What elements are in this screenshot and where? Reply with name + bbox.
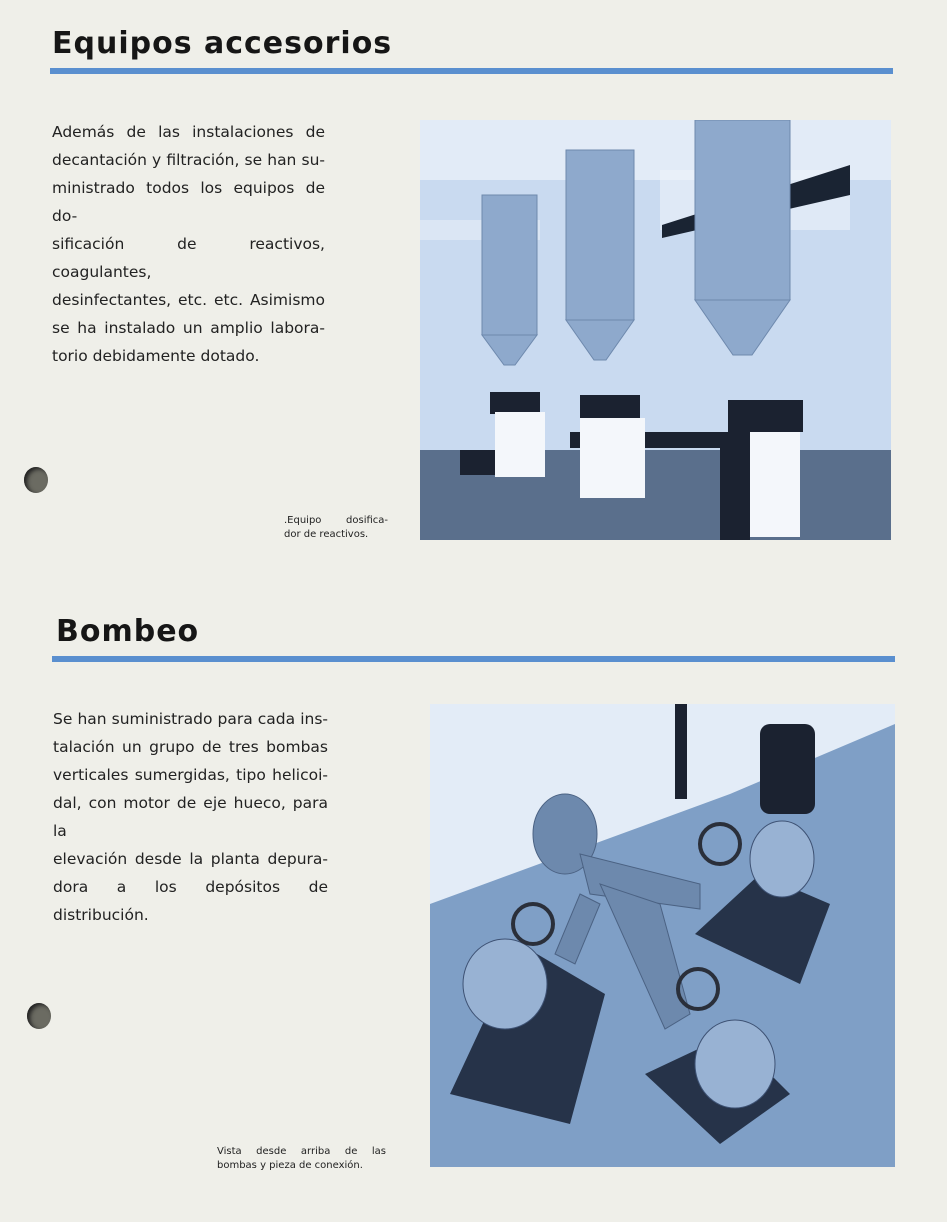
text-line: dora a los depósitos de distribución. [53,878,328,924]
caption-line: bombas y pieza de conexión. [217,1160,363,1171]
paragraph-bombeo [53,705,328,929]
section-divider [50,68,893,74]
caption-line: dor de reactivos. [284,529,369,540]
text-line: decantación y filtración, se han su- [52,151,325,169]
text-line: dal, con motor de eje hueco, para la [53,794,328,840]
section-title-equipos: Equipos accesorios [52,26,393,61]
caption-line: .Equipo dosifica- [284,515,388,526]
text-line: talación un grupo de tres bombas [53,738,328,756]
text-line: elevación desde la planta depura- [53,850,328,868]
text-line: ministrado todos los equipos de do- [52,179,325,225]
text-line: torio debidamente dotado. [52,347,260,365]
binder-hole [24,467,48,493]
section-divider [52,656,895,662]
photo-pumps [430,704,895,1167]
text-line: se ha instalado un amplio labora- [52,319,325,337]
caption-line: Vista desde arriba de las [217,1146,386,1157]
section-title-bombeo: Bombeo [56,614,200,649]
text-line: sificación de reactivos, coagulantes, [52,235,325,281]
text-line: desinfectantes, etc. etc. Asimismo [52,291,325,309]
binder-hole [27,1003,51,1029]
text-line: verticales sumergidas, tipo helicoi- [53,766,328,784]
text-line: Además de las instalaciones de [52,123,325,141]
photo-dosing-equipment [420,120,891,540]
caption-pumps [217,1145,386,1173]
caption-dosing [284,514,388,542]
text-line: Se han suministrado para cada ins- [53,710,328,728]
paragraph-equipos [52,118,325,370]
